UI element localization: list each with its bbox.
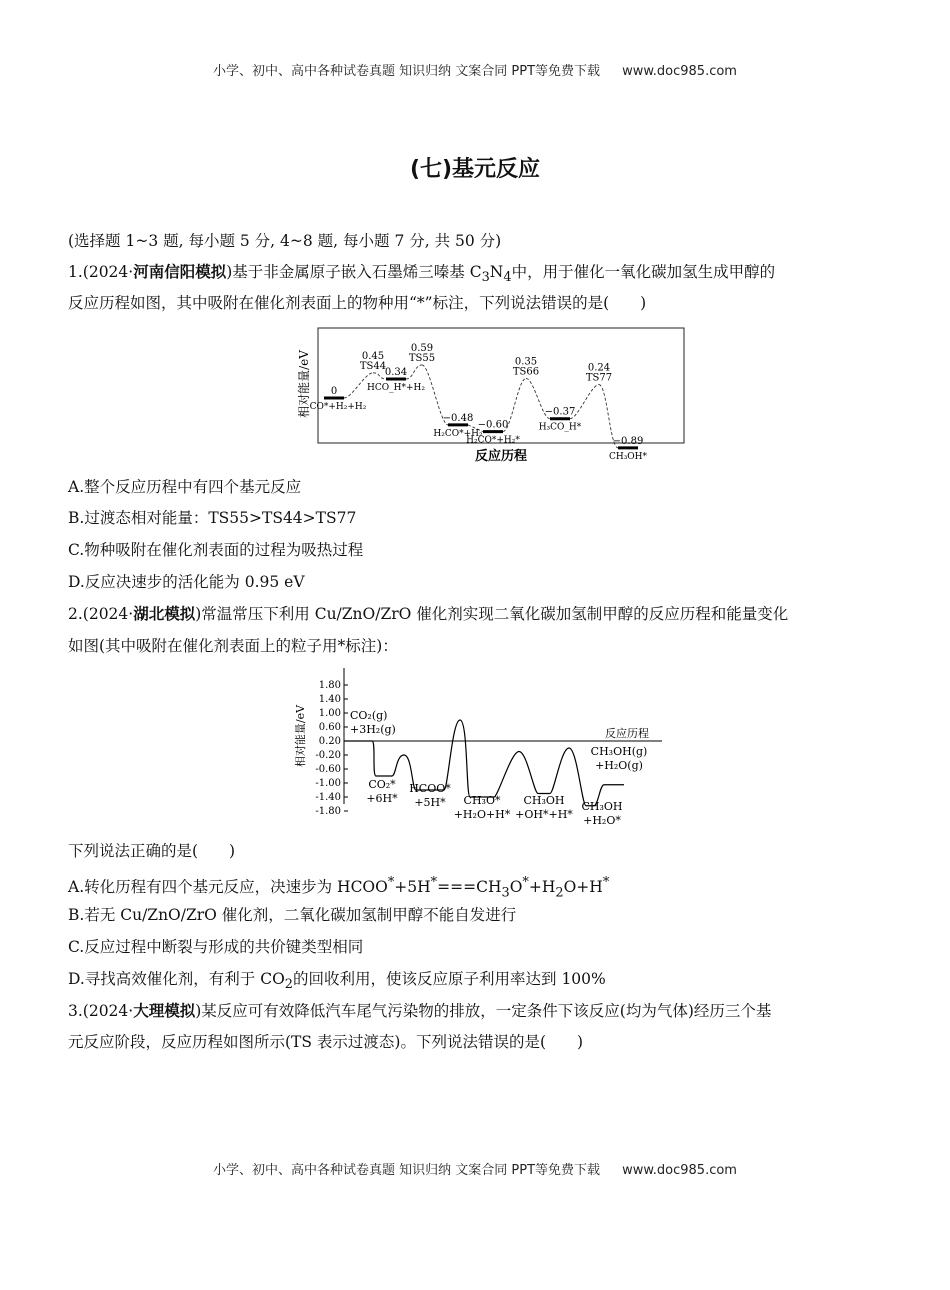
state-label: CH₃O* <box>463 794 501 807</box>
state-label-2: +H₂O+H* <box>453 808 511 821</box>
y-tick-label: 1.40 <box>318 694 341 705</box>
state-label: HCO_H*+H₂ <box>367 382 425 393</box>
ts-energy-label: 0.35 <box>514 356 538 368</box>
footer-text: 小学、初中、高中各种试卷真题 知识归纳 文案合同 PPT等免费下载 <box>213 1163 601 1178</box>
ts-energy-label: 0.59 <box>410 342 434 354</box>
q2-source: 湖北模拟 <box>133 605 196 623</box>
y-axis-label: 相对能量/eV <box>297 350 311 418</box>
y-tick-label: -1.40 <box>315 792 341 803</box>
page-header <box>0 60 950 79</box>
instructions: (选择题 1~3 题, 每小题 5 分, 4~8 题, 每小题 7 分, 共 50 分) <box>68 232 502 250</box>
y-tick-label: 1.00 <box>318 708 341 719</box>
state-label-2: +H₂O* <box>583 814 621 827</box>
state-label: H₂CO*+H₂ <box>433 428 483 439</box>
energy-value-label: 0.34 <box>384 366 408 378</box>
x-axis-label: 反应历程 <box>474 449 528 464</box>
ts-energy-label: 0.24 <box>587 362 611 374</box>
pathway-segment <box>406 365 422 379</box>
energy-value-label: −0.60 <box>477 419 509 431</box>
page-footer <box>0 1159 950 1178</box>
q1-option-b[interactable]: B.过渡态相对能量：TS55>TS44>TS77 <box>68 509 357 527</box>
q2-stem-line1: 2.(2024·湖北模拟)常温常压下利用 Cu/ZnO/ZrO 催化剂实现二氧化碳加氢制甲醇的反应历程和能量变化 <box>68 605 789 623</box>
y-tick-label: -0.60 <box>315 764 341 775</box>
ts-label: TS44 <box>359 360 387 372</box>
q1-stem-line2: 反应历程如图，其中吸附在催化剂表面上的物种用“*”标注，下列说法错误的是( ) <box>68 294 647 312</box>
q3-stem-line2: 元反应阶段，反应历程如图所示(TS 表示过渡态)。下列说法错误的是( ) <box>68 1033 584 1051</box>
ts-label: TS66 <box>512 366 540 378</box>
q1-option-a[interactable]: A.整个反应历程中有四个基元反应 <box>68 478 302 496</box>
ts-label: TS55 <box>408 352 436 364</box>
state-label: H₃CO_H* <box>538 422 582 433</box>
y-tick-label: 1.80 <box>318 680 341 691</box>
header-url[interactable]: www.doc985.com <box>622 64 737 79</box>
state-label: CH₃OH(g) <box>590 744 648 758</box>
q1-option-c[interactable]: C.物种吸附在催化剂表面的过程为吸热过程 <box>68 541 364 559</box>
energy-value-label: −0.37 <box>544 406 576 418</box>
footer-url[interactable]: www.doc985.com <box>622 1163 737 1178</box>
y-tick-label: -0.20 <box>315 750 341 761</box>
state-label: H₂CO*+H₂* <box>466 435 520 446</box>
y-tick-label: 0.60 <box>318 722 341 733</box>
state-label: CO*+H₂+H₂ <box>309 402 367 412</box>
ts-label: TS77 <box>585 372 613 384</box>
q2-option-b[interactable]: B.若无 Cu/ZnO/ZrO 催化剂，二氧化碳加氢制甲醇不能自发进行 <box>68 906 517 924</box>
q2-stem-line2: 如图(其中吸附在催化剂表面上的粒子用*标注)： <box>68 637 398 655</box>
state-label: HCOO* <box>409 782 451 795</box>
q3-stem-line1: 3.(2024·大理模拟)某反应可有效降低汽车尾气污染物的排放，一定条件下该反应(均为气体)经历三个基 <box>68 1002 772 1020</box>
state-label-2: +H₂O(g) <box>595 758 643 772</box>
state-label: CH₃OH <box>581 800 623 813</box>
energy-value-label: −0.48 <box>442 412 474 424</box>
q1-stem-line1: 1.(2024·河南信阳模拟)基于非金属原子嵌入石墨烯三嗪基 $C_3N_4$中，用于催化一氧化碳加氢生成甲醇的 <box>68 263 776 286</box>
x-axis-label: 反应历程 <box>605 727 649 740</box>
q2-option-a[interactable]: A.转化历程有四个基元反应，决速步为 $HCOO^*+5H^*===CH_3O^*+H_2O+H^*$ <box>68 875 610 901</box>
ts-energy-label: 0.45 <box>361 350 385 362</box>
header-text: 小学、初中、高中各种试卷真题 知识归纳 文案合同 PPT等免费下载 <box>213 64 601 79</box>
state-label: CH₃OH <box>523 794 565 807</box>
energy-value-label: 0 <box>330 386 338 397</box>
state-label-2: +5H* <box>414 796 446 809</box>
q1-energy-diagram <box>296 326 688 468</box>
q1-option-d[interactable]: D.反应决速步的活化能为 0.95 eV <box>68 573 305 591</box>
q1-source: 河南信阳模拟 <box>133 263 227 281</box>
state-label-2: +OH*+H* <box>515 808 573 821</box>
state-label: CO₂(g) <box>350 709 388 722</box>
y-tick-label: 0.20 <box>318 736 341 747</box>
y-tick-label: -1.00 <box>315 778 341 789</box>
state-label: CO₂* <box>368 778 396 791</box>
q2-option-c[interactable]: C.反应过程中断裂与形成的共价键类型相同 <box>68 938 364 956</box>
state-label-2: +3H₂(g) <box>350 723 396 736</box>
q3-source: 大理模拟 <box>133 1002 196 1020</box>
page-title: (七)基元反应 <box>409 157 541 182</box>
energy-value-label: −0.89 <box>612 435 644 447</box>
y-tick-label: -1.80 <box>315 806 341 817</box>
state-label-2: +6H* <box>366 792 398 805</box>
y-axis-label: 相对能量/eV <box>294 704 307 768</box>
q2-option-d[interactable]: D.寻找高效催化剂，有利于 $CO_2$的回收利用，使该反应原子利用率达到 100% <box>68 970 606 993</box>
q2-question: 下列说法正确的是( ) <box>68 842 236 860</box>
state-label: CH₃OH* <box>608 451 648 462</box>
q2-energy-diagram <box>294 664 664 832</box>
